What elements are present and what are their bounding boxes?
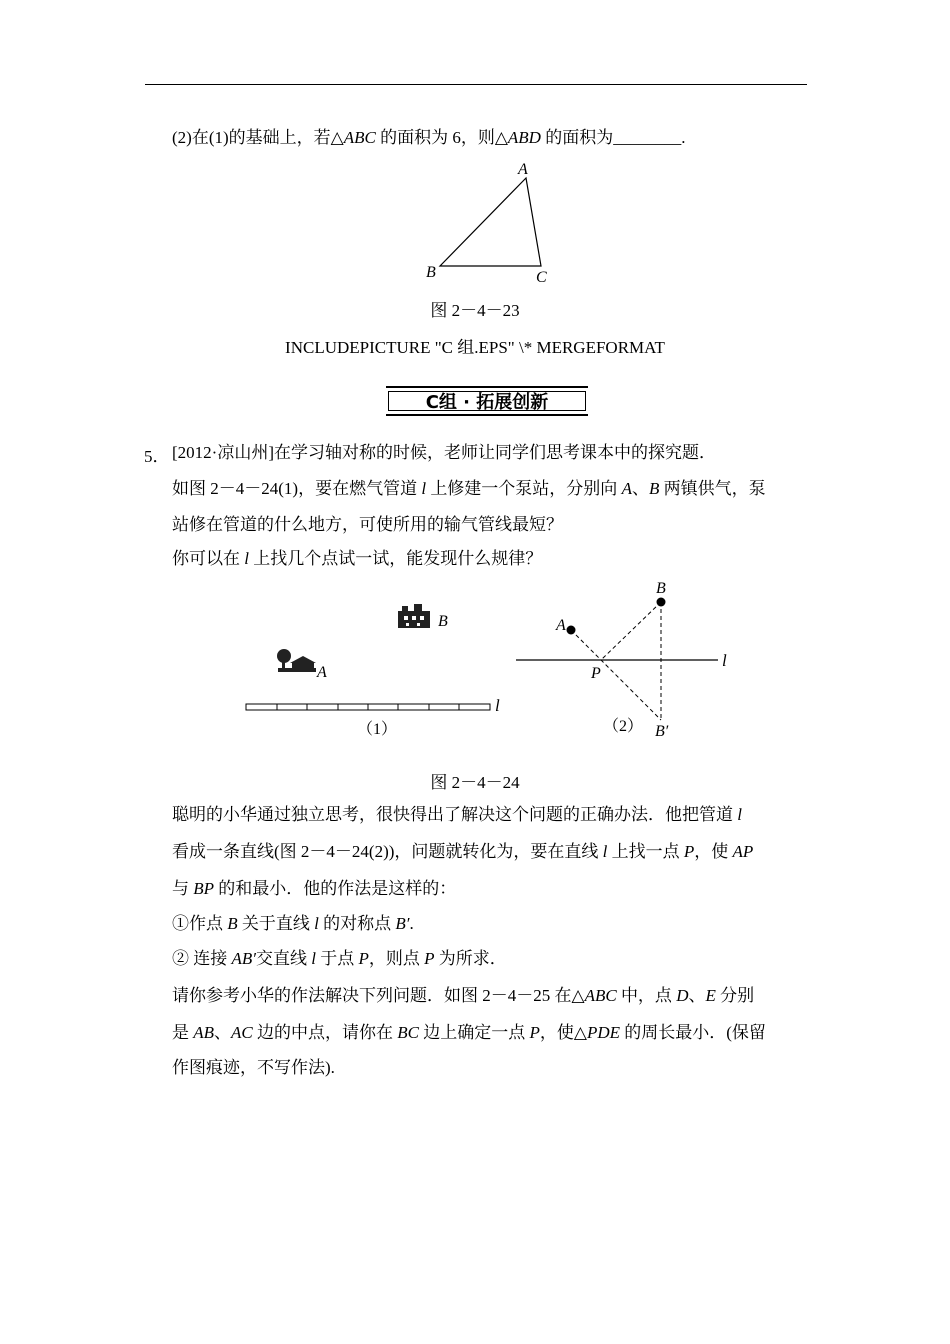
q5-line4: 你可以在 l 上找几个点试一试，能发现什么规律？ xyxy=(172,549,543,568)
task-line1: 请你参考小华的作法解决下列问题．如图 2－4－25 在△ABC 中，点 D、E 分别 xyxy=(172,986,755,1005)
solution-step1: ①作点 B 关于直线 l 的对称点 B′. xyxy=(172,914,414,933)
solution-line1: 聪明的小华通过独立思考，很快得出了解决这个问题的正确办法．他把管道 l xyxy=(172,805,742,824)
q5-line1: [2012·凉山州]在学习轴对称的时候，老师让同学们思考课本中的探究题． xyxy=(172,443,716,462)
label-point-a: A xyxy=(556,617,566,634)
label-a: A xyxy=(518,161,528,178)
part2-question: (2)在(1)的基础上，若△ABC 的面积为 6，则△ABD 的面积为________. xyxy=(172,128,686,147)
solution-step2: ② 连接 AB′交直线 l 于点 P，则点 P 为所求． xyxy=(172,949,507,968)
figure-caption-24: 图 2－4－24 xyxy=(430,773,520,792)
label-b: B xyxy=(426,264,436,281)
label-point-b: B xyxy=(656,580,666,597)
label-town-b: B xyxy=(438,613,448,630)
label-town-a: A xyxy=(317,664,327,681)
label-point-bprime: B′ xyxy=(655,723,669,740)
q5-line3: 站修在管道的什么地方，可使所用的输气管线最短？ xyxy=(172,515,563,534)
label-point-p: P xyxy=(591,665,601,682)
segment-a-bprime xyxy=(571,630,661,720)
figure-caption-23: 图 2－4－23 xyxy=(430,301,520,320)
include-field-text: INCLUDEPICTURE "C 组.EPS" \* MERGEFORMAT xyxy=(285,338,665,357)
solution-line3: 与 BP 的和最小．他的作法是这样的： xyxy=(172,879,457,898)
task-line3: 作图痕迹，不写作法). xyxy=(172,1058,335,1077)
label-c: C xyxy=(536,269,547,286)
solution-line2: 看成一条直线(图 2－4－24(2))，问题就转化为，要在直线 l 上找一点 P，使 AP xyxy=(172,842,754,861)
segment-b-p xyxy=(601,602,661,660)
sub-caption-1: （1） xyxy=(357,721,398,738)
label-pipe-l: l xyxy=(495,696,500,715)
q5-line2: 如图 2－4－24(1)，要在燃气管道 l 上修建一个泵站，分别向 A、B 两镇供气，泵 xyxy=(172,479,766,498)
question-number: 5． xyxy=(144,447,170,466)
task-line2: 是 AB、AC 边的中点，请你在 BC 边上确定一点 P，使△PDE 的周长最小．(保留 xyxy=(172,1023,766,1042)
label-line-l: l xyxy=(722,651,727,670)
banner-title: C组 · 拓展创新 xyxy=(388,391,586,411)
sub-caption-2: （2） xyxy=(603,718,644,735)
